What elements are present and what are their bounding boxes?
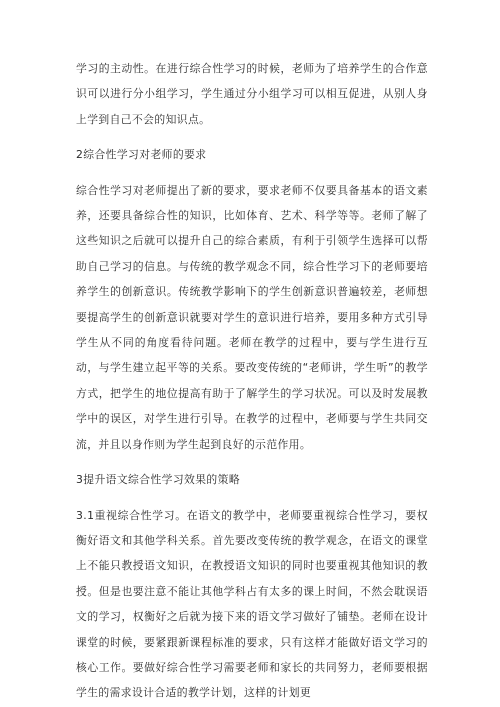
paragraph-teacher-requirements: 综合性学习对老师提出了新的要求，要求老师不仅要具备基本的语文素养，还要具备综合性的知识，比如体育、艺术、科学等等。老师了解了这些知识之后就可以提升自己的综合素质，有利于引领学生选择可以帮助自己学习的信息。与传统的教学观念不同，综合性学习下的老师要培养学生的创新意识。传统教学影响下的学生创新意识普遍较差，老师想要提高学生的创新意识就要对学生的意识进行培养，要用多种方式引导学生从不同的角度看待问题。老师在教学的过程中，要与学生进行互动，与学生建立起平等的关系。要改变传统的“老师讲，学生听”的教学方式，把学生的地位提高有助于了解学生的学习状况。可以及时发展教学中的误区，对学生进行引导。在教学的过程中，老师要与学生共同交流，并且以身作则为学生起到良好的示范作用。 <box>76 183 428 451</box>
section-heading-2: 2综合性学习对老师的要求 <box>76 148 207 162</box>
paragraph-intro: 学习的主动性。在进行综合性学习的时候，老师为了培养学生的合作意识可以进行分小组学习，学生通过分小组学习可以相互促进，从别人身上学到自己不会的知识点。 <box>76 62 428 126</box>
document-page <box>76 56 428 706</box>
section-heading-3: 3提升语文综合性学习效果的策略 <box>76 473 241 487</box>
paragraph-strategies: 3.1重视综合性学习。在语文的教学中，老师要重视综合性学习，要权衡好语文和其他学科关系。首先要改变传统的教学观念，在语文的课堂上不能只教授语文知识，在教授语文知识的同时也要重视其他知识的教授。但是也要注意不能让其他学科占有太多的课上时间，不然会耽误语文的学习，权衡好之后就为接下来的语文学习做好了铺垫。老师在设计课堂的时候，要紧跟新课程标准的要求，只有这样才能做好语文学习的核心工作。要做好综合性学习需要老师和家长的共同努力，老师要根据学生的需求设计合适的教学计划，这样的计划更 <box>76 508 428 700</box>
